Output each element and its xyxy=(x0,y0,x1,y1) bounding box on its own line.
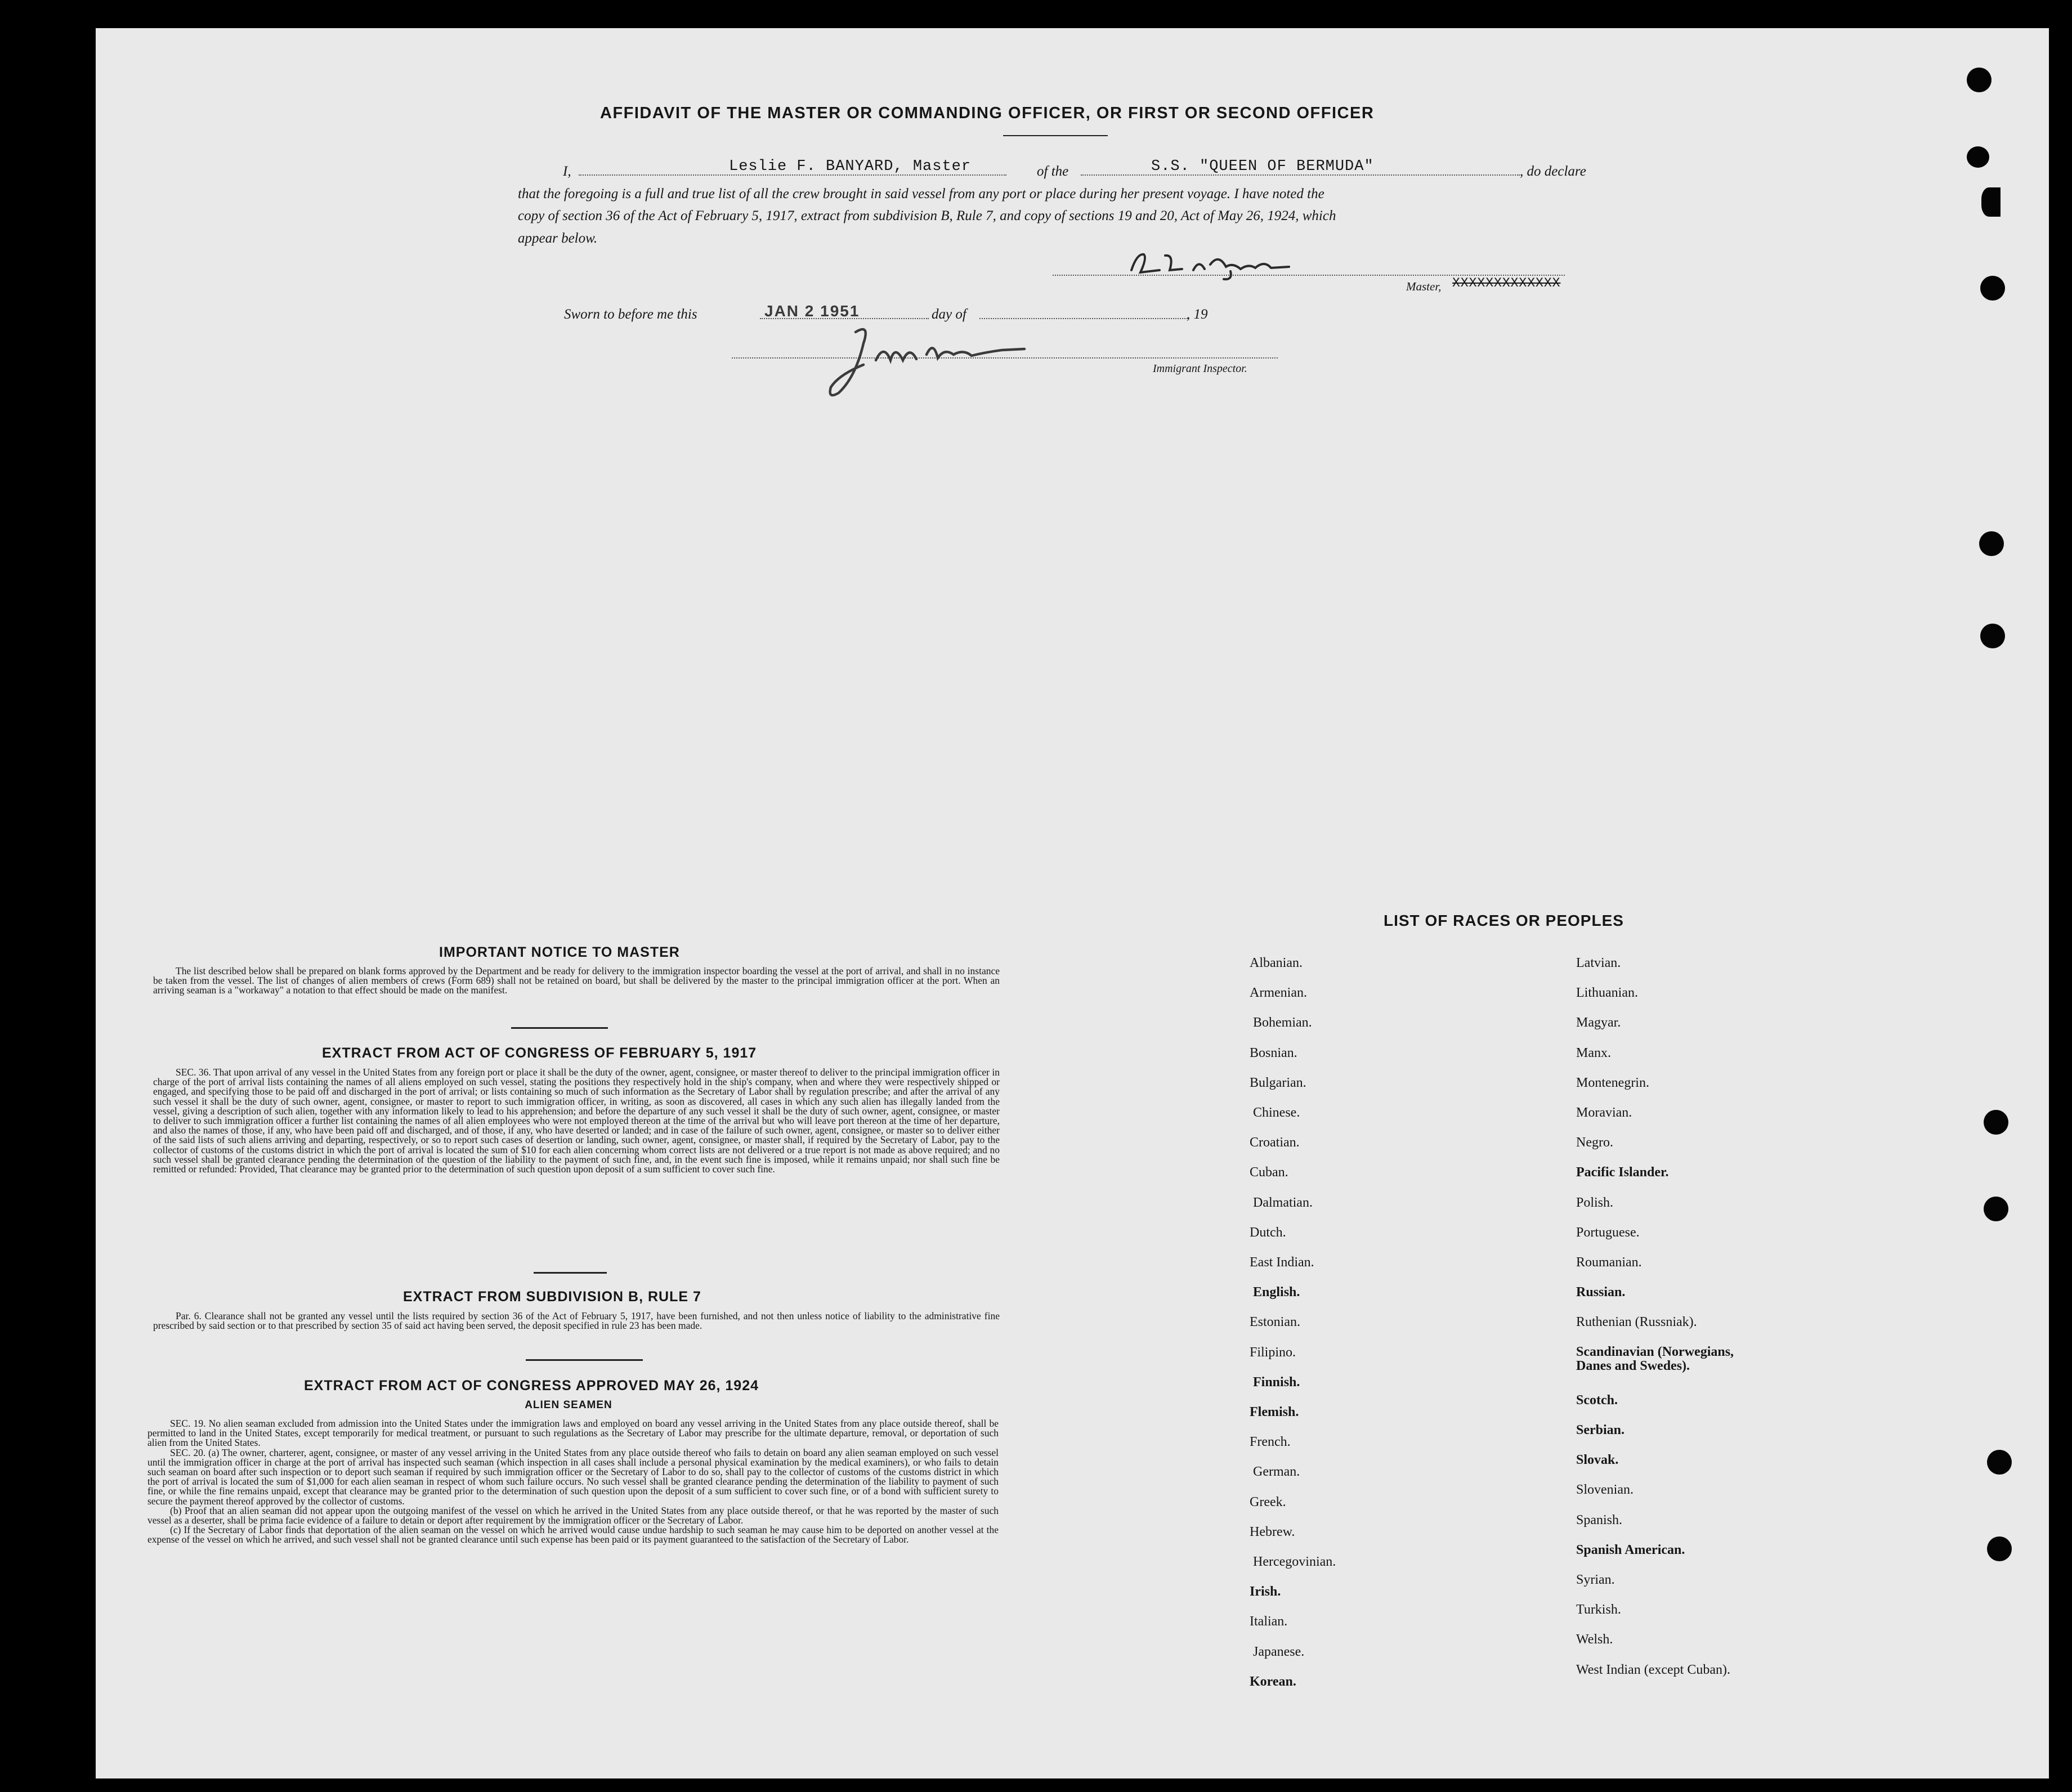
sworn-month-line xyxy=(979,317,1188,319)
of-the-label: of the xyxy=(1037,164,1069,179)
declaration-line-3: copy of section 36 of the Act of February 5, 1917, extract from subdivision B, Rule 7, and copy of sections 19 and 20, Act of May 26, 1924, which xyxy=(518,208,1336,223)
race-item: Chinese. xyxy=(1253,1105,1300,1120)
extract-1924-heading: EXTRACT FROM ACT OF CONGRESS APPROVED MAY 26, 1924 xyxy=(304,1378,759,1394)
sworn-date-stamp: JAN 2 1951 xyxy=(764,302,860,320)
race-item: Magyar. xyxy=(1576,1015,1621,1031)
race-item: Bulgarian. xyxy=(1250,1075,1306,1090)
race-item: Dalmatian. xyxy=(1253,1195,1313,1210)
notice-heading: IMPORTANT NOTICE TO MASTER xyxy=(439,944,680,960)
race-item: Montenegrin. xyxy=(1576,1075,1649,1090)
struck-title: XXXXXXXXXXXXX xyxy=(1452,276,1561,290)
race-item: Cuban. xyxy=(1250,1165,1288,1180)
race-item: Manx. xyxy=(1576,1045,1611,1060)
section-19-paragraph: SEC. 19. No alien seaman excluded from admission into the United States under the immigration laws and employed on board any vessel arriving in the United States from any place outside thereof, shall be permitted to land in the United States, except temporarily for medical treatment, or pursuant to such regulations as the Secretary of Labor may prescribe for the ultimate departure, removal, or deportation of such alien from the United States. xyxy=(147,1418,999,1449)
race-item: Croatian. xyxy=(1250,1135,1300,1150)
race-item: Spanish American. xyxy=(1576,1542,1685,1557)
master-signature xyxy=(1120,248,1334,281)
binder-hole xyxy=(1984,1110,2008,1135)
race-item: Albanian. xyxy=(1250,956,1303,970)
race-item: Irish. xyxy=(1250,1584,1281,1600)
race-item: Filipino. xyxy=(1250,1345,1296,1360)
heading-divider xyxy=(1003,135,1108,136)
declaration-line-4: appear below. xyxy=(518,231,598,246)
race-item: Bosnian. xyxy=(1250,1045,1297,1060)
race-item: Pacific Islander. xyxy=(1576,1165,1669,1180)
extract-rule7-body xyxy=(153,1311,1000,1330)
extract-rule7-heading: EXTRACT FROM SUBDIVISION B, RULE 7 xyxy=(403,1289,701,1305)
binder-hole xyxy=(1967,146,1989,168)
race-item: English. xyxy=(1253,1285,1300,1300)
notice-paragraph: The list described below shall be prepared on blank forms approved by the Department and be ready for delivery to the immigration inspector boarding the vessel at the port of arrival, and shall in no instance be taken from the vessel. The list of changes of alien members of crews (Form 689) shall not be retained on board, but shall be delivered by the master to the principal immigration officer at the port. When an arriving seaman is a "workaway" a notation to that effect should be made on the manifest. xyxy=(153,965,1000,996)
master-name-field: Leslie F. BANYARD, Master xyxy=(729,158,972,175)
section-20a-paragraph: SEC. 20. (a) The owner, charterer, agent, consignee, or master of any vessel arriving in the United States from any place outside thereof who fails to detain on board any alien seaman employed on such vessel until the immigration officer in charge at the port of arrival has inspected such seaman (which inspection in all cases shall include a personal physical examination by the medical examiners), or who fails to detain such seaman on board after such inspection or to deport such seaman if required by such immigration officer or the Secretary of Labor to do so, shall pay to the collector of customs of the customs district in which the port of arrival is located the sum of $1,000 for each alien seaman in respect of whom such failure occurs. No such vessel shall be granted clearance pending the determination of the liability to payment of such fine, or while the fine remains unpaid, except that clearance may be granted prior to the determination of such question upon the deposit of a sum sufficient to cover such fine, or of a bond with sufficient surety to secure the payment thereof approved by the collector of customs. xyxy=(147,1446,999,1507)
binder-hole xyxy=(1979,531,2004,556)
extract-1917-body xyxy=(153,1068,1000,1174)
race-item: Finnish. xyxy=(1253,1374,1300,1390)
binder-hole xyxy=(1981,187,2001,217)
race-item: Scotch. xyxy=(1576,1392,1618,1408)
do-declare-label: , do declare xyxy=(1520,164,1586,179)
race-item: Hebrew. xyxy=(1250,1524,1295,1539)
race-item: Serbian. xyxy=(1576,1422,1625,1437)
race-item: Estonian. xyxy=(1250,1315,1300,1330)
race-item: Armenian. xyxy=(1250,985,1307,1001)
race-item: Dutch. xyxy=(1250,1225,1286,1240)
race-item: Flemish. xyxy=(1250,1405,1299,1419)
inspector-label: Immigrant Inspector. xyxy=(1153,362,1247,375)
day-of-label: day of xyxy=(932,307,966,322)
master-label: Master, xyxy=(1406,280,1442,293)
binder-hole xyxy=(1980,276,2005,301)
sworn-label: Sworn to before me this xyxy=(564,307,697,322)
race-item: Scandinavian (Norwegians, Danes and Swedes). xyxy=(1576,1344,1734,1373)
race-item: Turkish. xyxy=(1576,1602,1621,1618)
year-label: , 19 xyxy=(1187,307,1208,322)
race-item: Negro. xyxy=(1576,1135,1613,1150)
race-item: Moravian. xyxy=(1576,1105,1632,1120)
race-item: Lithuanian. xyxy=(1576,985,1638,1001)
declaration-line-2: that the foregoing is a full and true list of all the crew brought in said vessel from any port or place during her present voyage. I have noted the xyxy=(518,186,1324,201)
section-divider xyxy=(534,1272,607,1274)
binder-hole xyxy=(1987,1536,2012,1561)
paragraph-6: Par. 6. Clearance shall not be granted any vessel until the lists required by section 36 of the Act of February 5, 1917, have been furnished, and not then unless notice of liability to the administrative fine prescribed by said section or to that prescribed by section 35 of said act having been served, the deposit specified in rule 23 has been made. xyxy=(153,1310,1000,1332)
section-divider xyxy=(526,1359,643,1361)
race-item: Ruthenian (Russniak). xyxy=(1576,1315,1697,1330)
race-item: Spanish. xyxy=(1576,1512,1623,1527)
race-item: Polish. xyxy=(1576,1195,1614,1210)
race-item: Welsh. xyxy=(1576,1632,1613,1647)
affidavit-heading: AFFIDAVIT OF THE MASTER OR COMMANDING OFFICER, OR FIRST OR SECOND OFFICER xyxy=(600,104,1375,122)
race-item: Russian. xyxy=(1576,1285,1626,1300)
extract-1917-heading: EXTRACT FROM ACT OF CONGRESS OF FEBRUARY 5, 1917 xyxy=(322,1045,757,1061)
race-item: Greek. xyxy=(1250,1494,1286,1509)
race-item: Portuguese. xyxy=(1576,1225,1640,1240)
race-item: Syrian. xyxy=(1576,1572,1615,1587)
inspector-signature xyxy=(816,321,1086,405)
race-item: Japanese. xyxy=(1253,1644,1305,1659)
race-item: Korean. xyxy=(1250,1674,1296,1689)
race-item: West Indian (except Cuban). xyxy=(1576,1662,1730,1677)
race-item: East Indian. xyxy=(1250,1255,1314,1270)
section-36-paragraph: SEC. 36. That upon arrival of any vessel in the United States from any foreign port or place it shall be the duty of the owner, agent, consignee, or master thereof to deliver to the principal immigration officer in charge of the port of arrival lists containing the names of all aliens employed on such vessel, stating the positions they respectively hold in the ship's company, when and where they were respectively shipped or engaged, and specifying those to be paid off and discharged in the port of arrival; or lists containing so much of such information as the Secretary of Labor shall by regulation prescribe; and after the arrival of any such vessel it shall be the duty of such owner, agent, consignee, or master to report to such immigration officer, in writing, as soon as discovered, all cases in which any such alien has illegally landed from the vessel, giving a description of such alien, together with any information likely to lead to his apprehension; and before the departure of any such vessel it shall be the duty of such owner, agent, consignee, or master to deliver to such immigration officer a further list containing the names of all alien employees who were not employed thereon at the time of the arrival but who will leave port thereon at the time of her departure, and also the names of those, if any, who have been paid off and discharged, and of those, if any, who have deserted or landed; and in case of the failure of such owner, agent, consignee, or master so to deliver either of the said lists of such aliens arriving and departing, respectively, or so to report such cases of desertion or landing, such owner, agent, consignee, or master shall, if required by the Secretary of Labor, pay to the collector of customs of the customs district in which the port of arrival is located the sum of $10 for each alien concerning whom correct lists are not delivered or a true report is not made as above required; and no such vessel shall be granted clearance pending the determination of the question of the liability to the payment of such fine, and, in the event such fine is imposed, while it remains unpaid; nor shall such fine be remitted or refunded: Provided, That clearance may be granted prior to the determination of such question upon deposit of a sum sufficient to cover such fine. xyxy=(153,1067,1000,1175)
race-item: Latvian. xyxy=(1576,956,1621,970)
races-heading: LIST OF RACES OR PEOPLES xyxy=(1384,912,1624,929)
i-label: I, xyxy=(563,164,571,179)
race-item: Hercegovinian. xyxy=(1253,1554,1336,1569)
vessel-field: S.S. "QUEEN OF BERMUDA" xyxy=(1151,158,1374,175)
race-item: Italian. xyxy=(1250,1614,1288,1629)
race-item: German. xyxy=(1253,1464,1300,1480)
section-divider xyxy=(511,1027,608,1029)
alien-seamen-subheading: ALIEN SEAMEN xyxy=(525,1399,612,1411)
extract-1924-body xyxy=(147,1419,999,1545)
binder-hole xyxy=(1984,1197,2008,1221)
race-item: Slovak. xyxy=(1576,1453,1619,1468)
binder-hole xyxy=(1987,1450,2012,1475)
section-20b-paragraph: (b) Proof that an alien seaman did not appear upon the outgoing manifest of the vessel on which he arrived in the United States from any place outside thereof, or that he was reported by the master of such vessel as a deserter, shall be prima facie evidence of a failure to detain or deport after requirement by the immigration officer or the Secretary of Labor. xyxy=(147,1504,999,1526)
binder-hole xyxy=(1980,624,2005,648)
race-item: Slovenian. xyxy=(1576,1482,1634,1498)
section-20c-paragraph: (c) If the Secretary of Labor finds that deportation of the alien seaman on the vessel on which he arrived would cause undue hardship to such seaman he may cause him to be deported on another vessel at the expense of the vessel on which he arrived, and such vessel shall not be granted clearance until such expense has been paid or its payment guaranteed to the satisfaction of the Secretary of Labor. xyxy=(147,1524,999,1545)
binder-hole xyxy=(1967,68,1992,92)
notice-body xyxy=(153,966,1000,996)
race-item: Roumanian. xyxy=(1576,1255,1642,1270)
race-item: Bohemian. xyxy=(1253,1015,1312,1031)
race-item: French. xyxy=(1250,1435,1291,1450)
